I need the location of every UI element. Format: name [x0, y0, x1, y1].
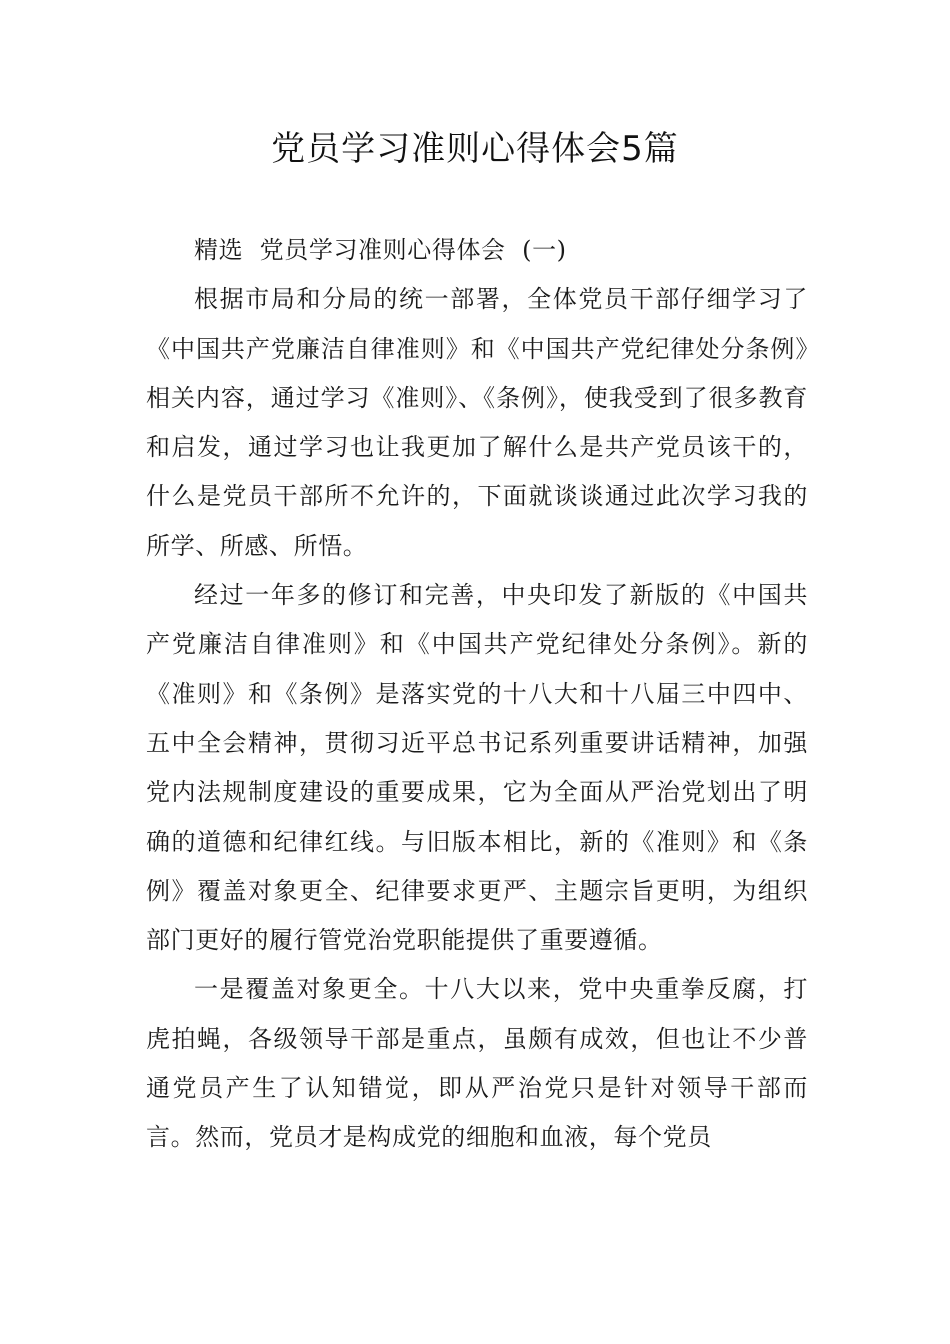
document-title: 党员学习准则心得体会5篇: [271, 129, 679, 169]
paragraph-2: 经过一年多的修订和完善，中央印发了新版的《中国共产党廉洁自律准则》和《中国共产党纪律处分条例》。新的《准则》和《条例》是落实党的十八大和十八届三中四中、五中全会精神，贯彻习近平总书记系列重要讲话精神，加强党内法规制度建设的重要成果，它为全面从严治党划出了明确的道德和纪律红线。与旧版本相比，新的《准则》和《条例》覆盖对象更全、纪律要求更严、主题宗旨更明，为组织部门更好的履行管党治党职能提供了重要遵循。: [146, 581, 808, 955]
document-body: [146, 226, 808, 1163]
paragraph-3: 一是覆盖对象更全。十八大以来，党中央重拳反腐，打虎拍蝇，各级领导干部是重点，虽颇有成效，但也让不少普通党员产生了认知错觉，即从严治党只是针对领导干部而言。然而，党员才是构成党的细胞和血液，每个党员: [146, 975, 808, 1152]
section-heading: 精选 党员学习准则心得体会 (一): [194, 236, 567, 264]
paragraph-1: 根据市局和分局的统一部署，全体党员干部仔细学习了《中国共产党廉洁自律准则》和《中国共产党纪律处分条例》相关内容，通过学习《准则》、《条例》，使我受到了很多教育和启发，通过学习也让我更加了解什么是共产党员该干的，什么是党员干部所不允许的，下面就谈谈通过此次学习我的所学、所感、所悟。: [146, 285, 808, 560]
